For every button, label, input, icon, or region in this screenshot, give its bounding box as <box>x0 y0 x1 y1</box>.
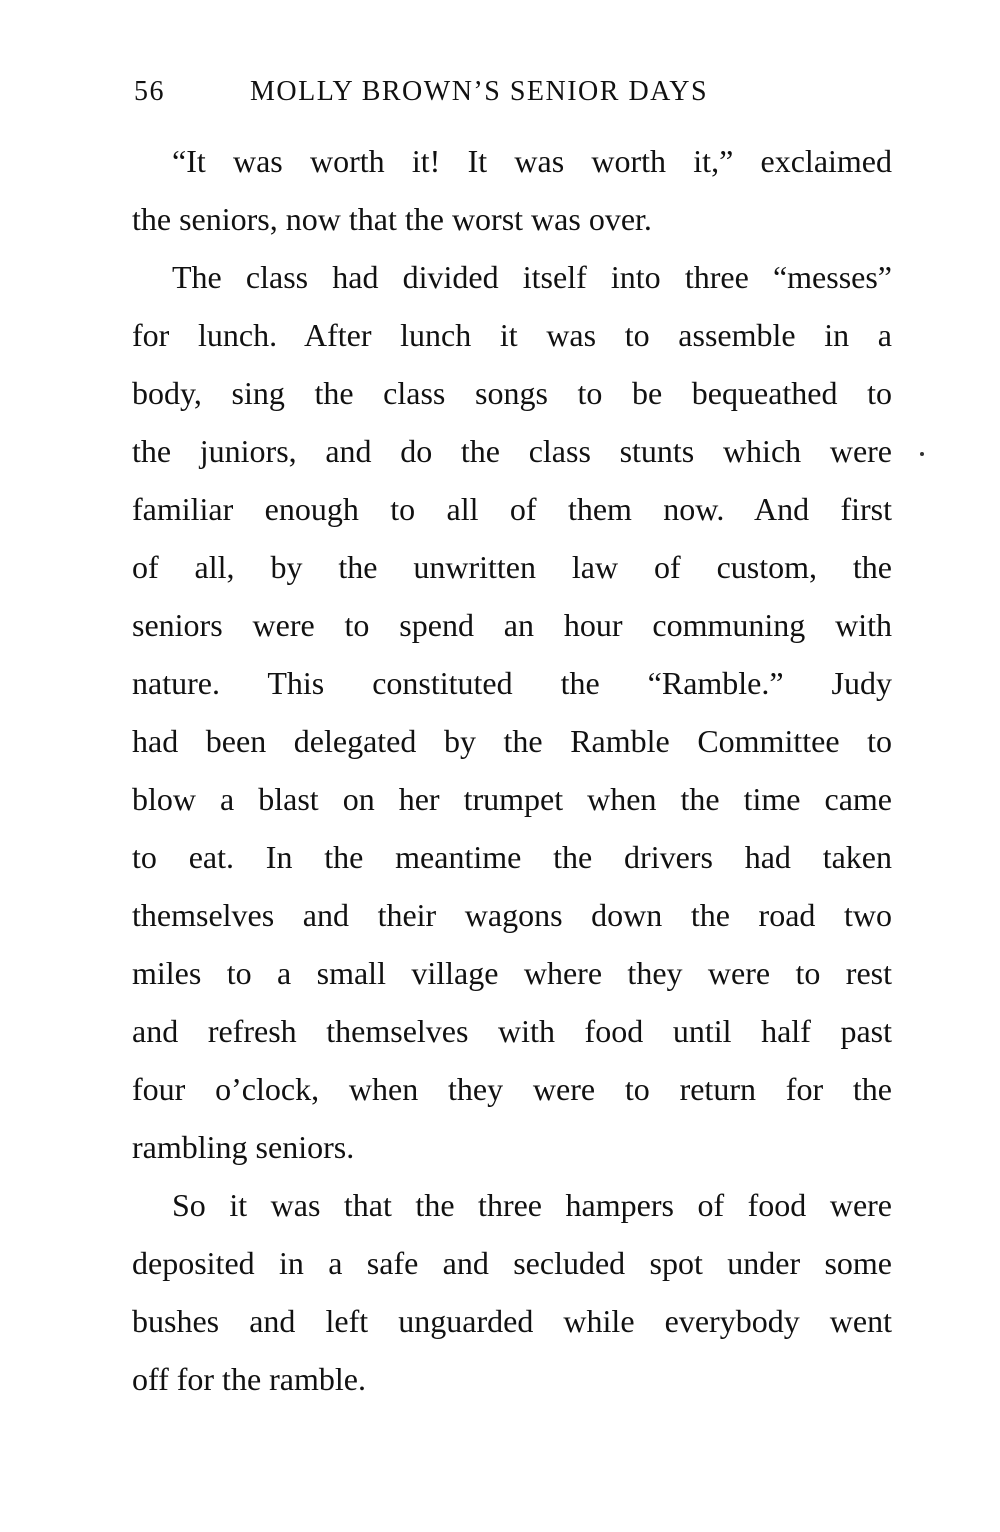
text-line: body, sing the class songs to be bequeathed to <box>132 375 892 411</box>
ink-speck <box>920 452 924 456</box>
text-line: bushes and left unguarded while everybody went <box>132 1303 892 1339</box>
running-title: MOLLY BROWN’S SENIOR DAYS <box>250 76 709 107</box>
text-line: for lunch. After lunch it was to assemble in a <box>132 317 892 353</box>
text-line: So it was that the three hampers of food were <box>172 1187 892 1223</box>
text-line: miles to a small village where they were to rest <box>132 955 892 991</box>
text-line: four o’clock, when they were to return for the <box>132 1071 892 1107</box>
text-line: familiar enough to all of them now. And first <box>132 491 892 527</box>
page-number: 56 <box>134 76 165 107</box>
text-line: to eat. In the meantime the drivers had taken <box>132 839 892 875</box>
text-line: the seniors, now that the worst was over. <box>132 201 652 237</box>
text-line: blow a blast on her trumpet when the time came <box>132 781 892 817</box>
running-head <box>134 76 814 116</box>
text-line: rambling seniors. <box>132 1129 355 1165</box>
text-line: the juniors, and do the class stunts which were <box>132 433 892 469</box>
text-line: The class had divided itself into three “messes” <box>172 259 892 295</box>
text-line: deposited in a safe and secluded spot under some <box>132 1245 892 1281</box>
text-line: and refresh themselves with food until half past <box>132 1013 892 1049</box>
paragraph-3 <box>132 1176 892 1408</box>
text-line: seniors were to spend an hour communing with <box>132 607 892 643</box>
text-line: off for the ramble. <box>132 1361 366 1397</box>
text-line: nature. This constituted the “Ramble.” Judy <box>132 665 892 701</box>
paragraph-2 <box>132 248 892 1176</box>
text-line: “It was worth it! It was worth it,” exclaimed <box>172 143 892 179</box>
text-line: themselves and their wagons down the road two <box>132 897 892 933</box>
paragraph-1 <box>132 132 892 248</box>
text-line: had been delegated by the Ramble Committee to <box>132 723 892 759</box>
text-line: of all, by the unwritten law of custom, the <box>132 549 892 585</box>
